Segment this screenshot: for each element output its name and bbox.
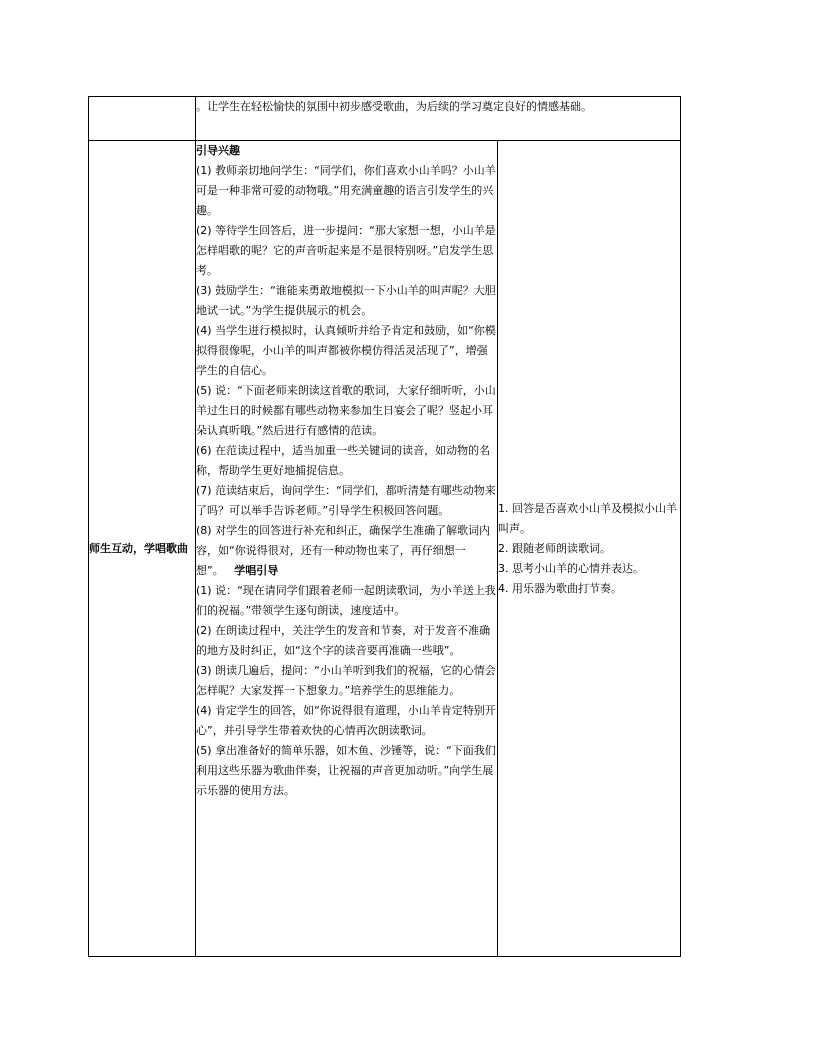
list-item: (3) 鼓励学生：“谁能来勇敢地模拟一下小山羊的叫声呢？大胆地试一试。”为学生提供展示的机会。 — [196, 284, 496, 317]
list-item: (4) 当学生进行模拟时，认真倾听并给予肯定和鼓励，如“你模拟得很像呢，小山羊的叫声都被你模仿得活灵活现了”，增强学生的自信心。 — [196, 324, 496, 377]
list-item: (1) 说：“现在请同学们跟着老师一起朗读歌词，为小羊送上我们的祝福。”带领学生逐句朗读，速度适中。 — [196, 584, 496, 617]
section-heading-2: 学唱引导 — [234, 564, 279, 577]
list-item: (1) 教师亲切地问学生：“同学们，你们喜欢小山羊吗？小山羊可是一种非常可爱的动物哦。”用充满童趣的语言引发学生的兴趣。 — [196, 164, 496, 217]
top-row-cell — [196, 97, 681, 141]
list-item: (3) 朗读几遍后，提问：“小山羊听到我们的祝福，它的心情会怎样呢？大家发挥一下想象力。”培养学生的思维能力。 — [196, 664, 496, 697]
list-item: 2. 跟随老师朗读歌词。 — [498, 541, 611, 555]
teacher-activities-cell — [196, 141, 498, 957]
list-item: 1. 回答是否喜欢小山羊及模拟小山羊叫声。 — [498, 501, 677, 535]
section-heading: 引导兴趣 — [196, 144, 240, 157]
list-item: (6) 在范读过程中，适当加重一些关键词的读音，如动物的名称，帮助学生更好地捕捉信息。 — [196, 444, 491, 477]
list-item: (5) 说：“下面老师来朗读这首歌的歌词，大家仔细听听，小山羊过生日的时候都有哪些动物来参加生日宴会了呢？竖起小耳朵认真听哦。”然后进行有感情的范读。 — [196, 384, 496, 437]
list-item: (7) 范读结束后，询问学生：“同学们，都听清楚有哪些动物来了吗？可以举手告诉老师。”引导学生积极回答问题。 — [196, 484, 496, 517]
list-item: (2) 在朗读过程中，关注学生的发音和节奏，对于发音不准确的地方及时纠正，如“这个字的读音要再准确一些哦”。 — [196, 624, 491, 657]
table-row — [89, 141, 681, 957]
list-item: 3. 思考小山羊的心情并表达。 — [498, 561, 644, 575]
table-row — [89, 97, 681, 141]
empty-cell — [89, 97, 196, 141]
item-8-text: (8) 对学生的回答进行补充和纠正，确保学生准确了解歌词内容，如“你说得很对，还有一种动物也来了，再仔细想一想”。 — [196, 524, 491, 577]
section-cell — [89, 141, 196, 957]
list-item: (5) 拿出准备好的简单乐器，如木鱼、沙锤等，说：“下面我们利用这些乐器为歌曲伴奏，让祝福的声音更加动听。”向学生展示乐器的使用方法。 — [196, 744, 496, 797]
list-item — [196, 521, 497, 581]
list-item: (2) 等待学生回答后，进一步提问：“那大家想一想，小山羊是怎样唱歌的呢？它的声音听起来是不是很特别呀。”启发学生思考。 — [196, 224, 496, 277]
list-item: 4. 用乐器为歌曲打节奏。 — [498, 581, 622, 595]
section-title: 师生互动，学唱歌曲 — [89, 541, 188, 555]
student-activities-cell — [498, 141, 681, 957]
list-item: (4) 肯定学生的回答，如“你说得很有道理，小山羊肯定特别开心”，并引导学生带着欢快的心情再次朗读歌词。 — [196, 704, 496, 737]
lesson-plan-table — [88, 96, 681, 957]
top-row-text: 。让学生在轻松愉快的氛围中初步感受歌曲，为后续的学习奠定良好的情感基础。 — [196, 100, 592, 113]
